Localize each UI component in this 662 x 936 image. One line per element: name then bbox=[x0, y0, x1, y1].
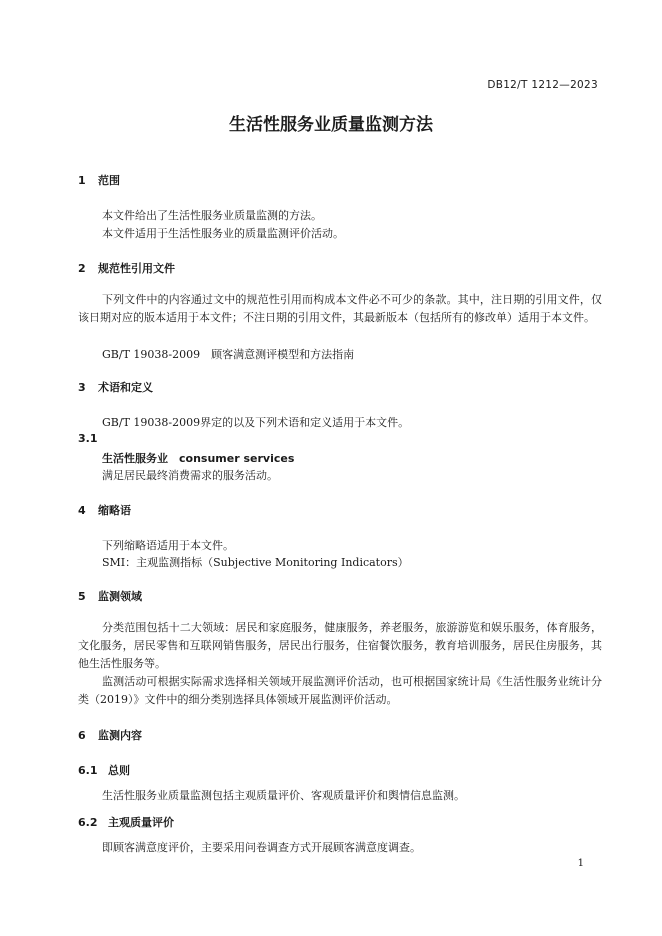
section-2-heading bbox=[78, 260, 175, 276]
page-number: 1 bbox=[577, 858, 584, 869]
document-title: 生活性服务业质量监测方法 bbox=[229, 115, 433, 135]
term-title: 生活性服务业 consumer services bbox=[102, 452, 295, 465]
section-title: 范围 bbox=[98, 174, 120, 187]
section-5-paragraph-2: 监测活动可根据实际需求选择相关领域开展监测评价活动，也可根据国家统计局《生活性服务业统计分类（2019）》文件中的细分类别选择具体领域开展监测评价活动。 bbox=[78, 675, 602, 706]
section-6-1-paragraph: 生活性服务业质量监测包括主观质量评价、客观质量评价和舆情信息监测。 bbox=[102, 789, 465, 802]
section-5-paragraph-1: 分类范围包括十二大领域：居民和家庭服务，健康服务，养老服务，旅游游览和娱乐服务，体育服务，文化服务，居民零售和互联网销售服务，居民出行服务，住宿餐饮服务，教育培训服务，居民住房服务，其他生活性服务等。 bbox=[78, 621, 602, 670]
section-1-paragraph-2: 本文件适用于生活性服务业的质量监测评价活动。 bbox=[102, 227, 344, 240]
section-title: 术语和定义 bbox=[98, 381, 153, 394]
section-1-heading bbox=[78, 172, 120, 188]
section-number: 5 bbox=[78, 590, 86, 603]
section-4-paragraph-1: 下列缩略语适用于本文件。 bbox=[102, 539, 234, 552]
section-6-2-paragraph: 即顾客满意度评价，主要采用问卷调查方式开展顾客满意度调查。 bbox=[102, 841, 421, 854]
subsection-title: 总则 bbox=[108, 764, 130, 777]
section-title: 监测内容 bbox=[98, 729, 142, 742]
term-definition: 满足居民最终消费需求的服务活动。 bbox=[102, 469, 278, 482]
normative-reference: GB/T 19038-2009 顾客满意测评模型和方法指南 bbox=[102, 348, 355, 361]
section-5-heading bbox=[78, 588, 142, 604]
subsection-number: 6.2 bbox=[78, 816, 98, 829]
section-1-paragraph-1: 本文件给出了生活性服务业质量监测的方法。 bbox=[102, 209, 322, 222]
section-6-heading bbox=[78, 727, 142, 743]
section-number: 2 bbox=[78, 262, 86, 275]
section-3-heading bbox=[78, 379, 153, 395]
section-2-paragraph-1: 下列文件中的内容通过文中的规范性引用而构成本文件必不可少的条款。其中，注日期的引用文件，仅该日期对应的版本适用于本文件；不注日期的引用文件，其最新版本（包括所有的修改单）适用于本文件。 bbox=[78, 293, 602, 324]
section-number: 3 bbox=[78, 381, 86, 394]
section-6-1-heading bbox=[78, 762, 130, 778]
subsection-title: 主观质量评价 bbox=[108, 816, 174, 829]
section-3-paragraph-1: GB/T 19038-2009界定的以及下列术语和定义适用于本文件。 bbox=[102, 416, 410, 429]
section-4-paragraph-2: SMI：主观监测指标（Subjective Monitoring Indicators） bbox=[102, 556, 409, 569]
section-6-2-heading bbox=[78, 814, 174, 830]
document-number: DB12/T 1212—2023 bbox=[487, 79, 598, 91]
term-number: 3.1 bbox=[78, 432, 98, 445]
section-title: 规范性引用文件 bbox=[98, 262, 175, 275]
section-4-heading bbox=[78, 502, 131, 518]
subsection-number: 6.1 bbox=[78, 764, 98, 777]
section-title: 缩略语 bbox=[98, 504, 131, 517]
section-title: 监测领域 bbox=[98, 590, 142, 603]
section-number: 4 bbox=[78, 504, 86, 517]
section-number: 6 bbox=[78, 729, 86, 742]
section-number: 1 bbox=[78, 174, 86, 187]
